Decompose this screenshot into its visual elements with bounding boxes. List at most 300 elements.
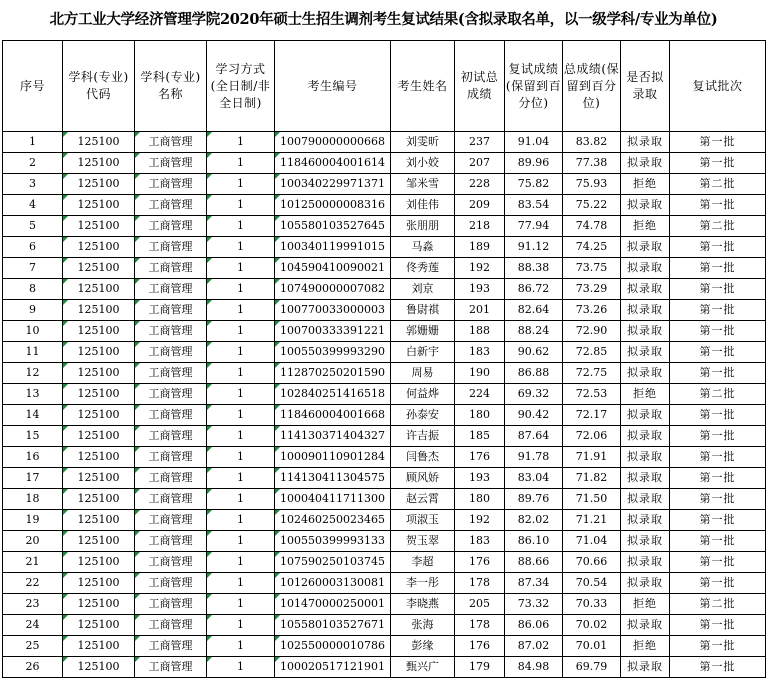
batch-cell: 第一批 — [670, 153, 766, 174]
total-score-cell: 73.29 — [563, 279, 621, 300]
batch-cell: 第一批 — [670, 468, 766, 489]
candidate-name-cell: 彭缘 — [391, 636, 455, 657]
study-mode-cell: 1 — [207, 258, 275, 279]
batch-cell: 第二批 — [670, 216, 766, 237]
total-score-cell: 70.33 — [563, 594, 621, 615]
initial-score-cell: 192 — [455, 258, 505, 279]
table-row — [3, 594, 766, 615]
candidate-name-cell: 李晓燕 — [391, 594, 455, 615]
admission-status-cell: 拟录取 — [621, 447, 670, 468]
candidate-name-cell: 闫鲁杰 — [391, 447, 455, 468]
initial-score-cell: 176 — [455, 552, 505, 573]
retest-score-cell: 75.82 — [505, 174, 563, 195]
total-score-cell: 71.50 — [563, 489, 621, 510]
retest-score-cell: 91.12 — [505, 237, 563, 258]
index-cell: 10 — [3, 321, 63, 342]
batch-cell: 第一批 — [670, 237, 766, 258]
study-mode-cell: 1 — [207, 237, 275, 258]
batch-cell: 第一批 — [670, 489, 766, 510]
initial-score-cell: 209 — [455, 195, 505, 216]
candidate-id-cell: 118460004001668 — [275, 405, 391, 426]
admission-status-cell: 拟录取 — [621, 342, 670, 363]
admission-status-cell: 拟录取 — [621, 300, 670, 321]
candidate-name-cell: 刘小姣 — [391, 153, 455, 174]
candidate-name-cell: 贺玉翠 — [391, 531, 455, 552]
subject-code-cell: 125100 — [63, 552, 135, 573]
index-cell: 16 — [3, 447, 63, 468]
admission-status-cell: 拒绝 — [621, 216, 670, 237]
candidate-name-cell: 许吉振 — [391, 426, 455, 447]
study-mode-cell: 1 — [207, 216, 275, 237]
retest-score-cell: 73.32 — [505, 594, 563, 615]
table-row — [3, 216, 766, 237]
initial-score-cell: 218 — [455, 216, 505, 237]
batch-cell: 第一批 — [670, 657, 766, 678]
candidate-id-cell: 100040411711300 — [275, 489, 391, 510]
initial-score-cell: 205 — [455, 594, 505, 615]
index-cell: 26 — [3, 657, 63, 678]
header-candidate-id: 考生编号 — [275, 41, 391, 132]
header-row — [3, 41, 766, 132]
initial-score-cell: 201 — [455, 300, 505, 321]
subject-code-cell: 125100 — [63, 237, 135, 258]
header-batch: 复试批次 — [670, 41, 766, 132]
total-score-cell: 73.75 — [563, 258, 621, 279]
subject-name-cell: 工商管理 — [135, 531, 207, 552]
total-score-cell: 77.38 — [563, 153, 621, 174]
admission-status-cell: 拟录取 — [621, 153, 670, 174]
subject-code-cell: 125100 — [63, 405, 135, 426]
initial-score-cell: 189 — [455, 237, 505, 258]
initial-score-cell: 192 — [455, 510, 505, 531]
retest-score-cell: 88.66 — [505, 552, 563, 573]
initial-score-cell: 228 — [455, 174, 505, 195]
subject-code-cell: 125100 — [63, 363, 135, 384]
candidate-name-cell: 李一彤 — [391, 573, 455, 594]
table-row — [3, 363, 766, 384]
subject-name-cell: 工商管理 — [135, 363, 207, 384]
total-score-cell: 71.91 — [563, 447, 621, 468]
retest-score-cell: 83.04 — [505, 468, 563, 489]
subject-code-cell: 125100 — [63, 447, 135, 468]
initial-score-cell: 188 — [455, 321, 505, 342]
table-row — [3, 510, 766, 531]
retest-score-cell: 86.72 — [505, 279, 563, 300]
candidate-id-cell: 100340229971371 — [275, 174, 391, 195]
table-row — [3, 321, 766, 342]
header-admission: 是否拟录取 — [621, 41, 670, 132]
total-score-cell: 72.06 — [563, 426, 621, 447]
study-mode-cell: 1 — [207, 300, 275, 321]
table-row — [3, 195, 766, 216]
subject-code-cell: 125100 — [63, 615, 135, 636]
retest-score-cell: 90.42 — [505, 405, 563, 426]
study-mode-cell: 1 — [207, 405, 275, 426]
candidate-id-cell: 114130371404327 — [275, 426, 391, 447]
study-mode-cell: 1 — [207, 615, 275, 636]
table-row — [3, 153, 766, 174]
admission-status-cell: 拟录取 — [621, 552, 670, 573]
admission-status-cell: 拟录取 — [621, 132, 670, 153]
index-cell: 1 — [3, 132, 63, 153]
initial-score-cell: 224 — [455, 384, 505, 405]
index-cell: 19 — [3, 510, 63, 531]
batch-cell: 第一批 — [670, 426, 766, 447]
table-row — [3, 426, 766, 447]
index-cell: 12 — [3, 363, 63, 384]
batch-cell: 第一批 — [670, 363, 766, 384]
total-score-cell: 75.22 — [563, 195, 621, 216]
batch-cell: 第一批 — [670, 615, 766, 636]
admission-status-cell: 拟录取 — [621, 405, 670, 426]
admission-status-cell: 拟录取 — [621, 468, 670, 489]
candidate-id-cell: 105580103527671 — [275, 615, 391, 636]
candidate-id-cell: 101470000250001 — [275, 594, 391, 615]
table-row — [3, 405, 766, 426]
total-score-cell: 69.79 — [563, 657, 621, 678]
candidate-name-cell: 张海 — [391, 615, 455, 636]
admission-status-cell: 拒绝 — [621, 636, 670, 657]
retest-score-cell: 87.34 — [505, 573, 563, 594]
batch-cell: 第一批 — [670, 531, 766, 552]
admission-status-cell: 拟录取 — [621, 258, 670, 279]
candidate-id-cell: 112870250201590 — [275, 363, 391, 384]
candidate-id-cell: 100090110901284 — [275, 447, 391, 468]
index-cell: 15 — [3, 426, 63, 447]
admission-status-cell: 拟录取 — [621, 573, 670, 594]
subject-code-cell: 125100 — [63, 594, 135, 615]
study-mode-cell: 1 — [207, 657, 275, 678]
header-candidate-name: 考生姓名 — [391, 41, 455, 132]
retest-score-cell: 77.94 — [505, 216, 563, 237]
subject-name-cell: 工商管理 — [135, 321, 207, 342]
subject-name-cell: 工商管理 — [135, 594, 207, 615]
admission-status-cell: 拟录取 — [621, 321, 670, 342]
candidate-name-cell: 马淼 — [391, 237, 455, 258]
header-index: 序号 — [3, 41, 63, 132]
subject-name-cell: 工商管理 — [135, 216, 207, 237]
subject-code-cell: 125100 — [63, 342, 135, 363]
table-row — [3, 258, 766, 279]
initial-score-cell: 176 — [455, 447, 505, 468]
header-initial-score: 初试总成绩 — [455, 41, 505, 132]
initial-score-cell: 179 — [455, 657, 505, 678]
subject-code-cell: 125100 — [63, 426, 135, 447]
header-subject-code: 学科(专业)代码 — [63, 41, 135, 132]
index-cell: 5 — [3, 216, 63, 237]
table-row — [3, 174, 766, 195]
retest-score-cell: 83.54 — [505, 195, 563, 216]
initial-score-cell: 176 — [455, 636, 505, 657]
initial-score-cell: 183 — [455, 531, 505, 552]
candidate-name-cell: 鲁尉祺 — [391, 300, 455, 321]
batch-cell: 第一批 — [670, 510, 766, 531]
index-cell: 8 — [3, 279, 63, 300]
retest-score-cell: 84.98 — [505, 657, 563, 678]
batch-cell: 第一批 — [670, 300, 766, 321]
candidate-name-cell: 张朋朋 — [391, 216, 455, 237]
total-score-cell: 73.26 — [563, 300, 621, 321]
admission-status-cell: 拒绝 — [621, 594, 670, 615]
table-row — [3, 552, 766, 573]
table-row — [3, 657, 766, 678]
initial-score-cell: 193 — [455, 279, 505, 300]
candidate-id-cell: 100550399993290 — [275, 342, 391, 363]
subject-code-cell: 125100 — [63, 300, 135, 321]
table-row — [3, 279, 766, 300]
study-mode-cell: 1 — [207, 132, 275, 153]
initial-score-cell: 178 — [455, 573, 505, 594]
subject-code-cell: 125100 — [63, 636, 135, 657]
total-score-cell: 74.25 — [563, 237, 621, 258]
subject-name-cell: 工商管理 — [135, 342, 207, 363]
header-study-mode: 学习方式(全日制/非全日制) — [207, 41, 275, 132]
study-mode-cell: 1 — [207, 636, 275, 657]
total-score-cell: 74.78 — [563, 216, 621, 237]
study-mode-cell: 1 — [207, 153, 275, 174]
subject-name-cell: 工商管理 — [135, 153, 207, 174]
retest-score-cell: 69.32 — [505, 384, 563, 405]
candidate-name-cell: 刘佳伟 — [391, 195, 455, 216]
batch-cell: 第一批 — [670, 573, 766, 594]
subject-name-cell: 工商管理 — [135, 552, 207, 573]
candidate-id-cell: 100550399993133 — [275, 531, 391, 552]
total-score-cell: 70.54 — [563, 573, 621, 594]
retest-score-cell: 82.64 — [505, 300, 563, 321]
retest-score-cell: 89.96 — [505, 153, 563, 174]
index-cell: 25 — [3, 636, 63, 657]
study-mode-cell: 1 — [207, 321, 275, 342]
retest-score-cell: 88.38 — [505, 258, 563, 279]
subject-code-cell: 125100 — [63, 468, 135, 489]
batch-cell: 第一批 — [670, 195, 766, 216]
candidate-id-cell: 100020517121901 — [275, 657, 391, 678]
candidate-name-cell: 甄兴广 — [391, 657, 455, 678]
index-cell: 2 — [3, 153, 63, 174]
header-subject-name: 学科(专业)名称 — [135, 41, 207, 132]
retest-score-cell: 86.88 — [505, 363, 563, 384]
results-table — [2, 40, 766, 678]
subject-name-cell: 工商管理 — [135, 195, 207, 216]
subject-name-cell: 工商管理 — [135, 279, 207, 300]
candidate-id-cell: 100340119991015 — [275, 237, 391, 258]
admission-status-cell: 拟录取 — [621, 363, 670, 384]
admission-status-cell: 拟录取 — [621, 279, 670, 300]
candidate-id-cell: 107490000007082 — [275, 279, 391, 300]
index-cell: 24 — [3, 615, 63, 636]
index-cell: 13 — [3, 384, 63, 405]
index-cell: 9 — [3, 300, 63, 321]
batch-cell: 第一批 — [670, 279, 766, 300]
subject-code-cell: 125100 — [63, 195, 135, 216]
study-mode-cell: 1 — [207, 594, 275, 615]
index-cell: 3 — [3, 174, 63, 195]
candidate-name-cell: 项淑玉 — [391, 510, 455, 531]
candidate-id-cell: 102840251416518 — [275, 384, 391, 405]
admission-status-cell: 拟录取 — [621, 615, 670, 636]
total-score-cell: 70.66 — [563, 552, 621, 573]
table-row — [3, 489, 766, 510]
table-row — [3, 300, 766, 321]
total-score-cell: 72.17 — [563, 405, 621, 426]
index-cell: 7 — [3, 258, 63, 279]
admission-status-cell: 拒绝 — [621, 174, 670, 195]
batch-cell: 第一批 — [670, 258, 766, 279]
retest-score-cell: 86.06 — [505, 615, 563, 636]
batch-cell: 第二批 — [670, 594, 766, 615]
study-mode-cell: 1 — [207, 468, 275, 489]
initial-score-cell: 190 — [455, 363, 505, 384]
batch-cell: 第一批 — [670, 342, 766, 363]
index-cell: 6 — [3, 237, 63, 258]
table-row — [3, 237, 766, 258]
total-score-cell: 72.75 — [563, 363, 621, 384]
index-cell: 14 — [3, 405, 63, 426]
total-score-cell: 72.90 — [563, 321, 621, 342]
retest-score-cell: 90.62 — [505, 342, 563, 363]
subject-name-cell: 工商管理 — [135, 468, 207, 489]
admission-status-cell: 拟录取 — [621, 426, 670, 447]
subject-code-cell: 125100 — [63, 384, 135, 405]
subject-name-cell: 工商管理 — [135, 573, 207, 594]
candidate-name-cell: 刘京 — [391, 279, 455, 300]
batch-cell: 第一批 — [670, 552, 766, 573]
study-mode-cell: 1 — [207, 279, 275, 300]
table-row — [3, 132, 766, 153]
subject-name-cell: 工商管理 — [135, 615, 207, 636]
retest-score-cell: 91.04 — [505, 132, 563, 153]
subject-name-cell: 工商管理 — [135, 489, 207, 510]
total-score-cell: 70.01 — [563, 636, 621, 657]
study-mode-cell: 1 — [207, 174, 275, 195]
index-cell: 17 — [3, 468, 63, 489]
subject-name-cell: 工商管理 — [135, 300, 207, 321]
retest-score-cell: 89.76 — [505, 489, 563, 510]
candidate-id-cell: 102550000010786 — [275, 636, 391, 657]
retest-score-cell: 87.64 — [505, 426, 563, 447]
index-cell: 18 — [3, 489, 63, 510]
total-score-cell: 72.53 — [563, 384, 621, 405]
study-mode-cell: 1 — [207, 342, 275, 363]
index-cell: 23 — [3, 594, 63, 615]
initial-score-cell: 207 — [455, 153, 505, 174]
subject-code-cell: 125100 — [63, 489, 135, 510]
subject-code-cell: 125100 — [63, 132, 135, 153]
subject-name-cell: 工商管理 — [135, 636, 207, 657]
study-mode-cell: 1 — [207, 195, 275, 216]
candidate-name-cell: 邹米雪 — [391, 174, 455, 195]
subject-code-cell: 125100 — [63, 258, 135, 279]
batch-cell: 第一批 — [670, 132, 766, 153]
subject-code-cell: 125100 — [63, 510, 135, 531]
table-row — [3, 468, 766, 489]
table-row — [3, 615, 766, 636]
subject-name-cell: 工商管理 — [135, 258, 207, 279]
table-row — [3, 636, 766, 657]
index-cell: 21 — [3, 552, 63, 573]
candidate-id-cell: 100790000000668 — [275, 132, 391, 153]
initial-score-cell: 180 — [455, 489, 505, 510]
subject-name-cell: 工商管理 — [135, 447, 207, 468]
subject-code-cell: 125100 — [63, 657, 135, 678]
initial-score-cell: 180 — [455, 405, 505, 426]
initial-score-cell: 183 — [455, 342, 505, 363]
retest-score-cell: 82.02 — [505, 510, 563, 531]
subject-code-cell: 125100 — [63, 174, 135, 195]
initial-score-cell: 185 — [455, 426, 505, 447]
subject-name-cell: 工商管理 — [135, 237, 207, 258]
retest-score-cell: 91.78 — [505, 447, 563, 468]
admission-status-cell: 拟录取 — [621, 237, 670, 258]
subject-code-cell: 125100 — [63, 321, 135, 342]
retest-score-cell: 88.24 — [505, 321, 563, 342]
total-score-cell: 75.93 — [563, 174, 621, 195]
total-score-cell: 71.82 — [563, 468, 621, 489]
study-mode-cell: 1 — [207, 531, 275, 552]
batch-cell: 第一批 — [670, 405, 766, 426]
candidate-name-cell: 赵云霄 — [391, 489, 455, 510]
subject-name-cell: 工商管理 — [135, 405, 207, 426]
batch-cell: 第一批 — [670, 447, 766, 468]
candidate-id-cell: 102460250023465 — [275, 510, 391, 531]
index-cell: 20 — [3, 531, 63, 552]
candidate-id-cell: 101250000008316 — [275, 195, 391, 216]
candidate-id-cell: 107590250103745 — [275, 552, 391, 573]
subject-code-cell: 125100 — [63, 216, 135, 237]
study-mode-cell: 1 — [207, 510, 275, 531]
admission-status-cell: 拟录取 — [621, 489, 670, 510]
candidate-name-cell: 周易 — [391, 363, 455, 384]
table-row — [3, 573, 766, 594]
header-total-score: 总成绩(保留到百分位) — [563, 41, 621, 132]
document-title: 北方工业大学经济管理学院2020年硕士生招生调剂考生复试结果(含拟录取名单，以一级学科/专业为单位) — [49, 11, 718, 28]
study-mode-cell: 1 — [207, 447, 275, 468]
retest-score-cell: 86.10 — [505, 531, 563, 552]
candidate-name-cell: 何益烨 — [391, 384, 455, 405]
candidate-id-cell: 100770033000003 — [275, 300, 391, 321]
subject-code-cell: 125100 — [63, 279, 135, 300]
retest-score-cell: 87.02 — [505, 636, 563, 657]
subject-name-cell: 工商管理 — [135, 174, 207, 195]
initial-score-cell: 237 — [455, 132, 505, 153]
total-score-cell: 71.21 — [563, 510, 621, 531]
study-mode-cell: 1 — [207, 552, 275, 573]
batch-cell: 第二批 — [670, 384, 766, 405]
subject-name-cell: 工商管理 — [135, 426, 207, 447]
subject-code-cell: 125100 — [63, 153, 135, 174]
index-cell: 4 — [3, 195, 63, 216]
total-score-cell: 71.04 — [563, 531, 621, 552]
candidate-name-cell: 孙泰安 — [391, 405, 455, 426]
batch-cell: 第二批 — [670, 174, 766, 195]
batch-cell: 第一批 — [670, 636, 766, 657]
study-mode-cell: 1 — [207, 363, 275, 384]
admission-status-cell: 拟录取 — [621, 510, 670, 531]
table-row — [3, 384, 766, 405]
candidate-id-cell: 114130411304575 — [275, 468, 391, 489]
candidate-id-cell: 100700333391221 — [275, 321, 391, 342]
candidate-id-cell: 104590410090021 — [275, 258, 391, 279]
header-retest-score: 复试成绩(保留到百分位) — [505, 41, 563, 132]
initial-score-cell: 178 — [455, 615, 505, 636]
admission-status-cell: 拟录取 — [621, 531, 670, 552]
subject-name-cell: 工商管理 — [135, 132, 207, 153]
study-mode-cell: 1 — [207, 573, 275, 594]
initial-score-cell: 193 — [455, 468, 505, 489]
study-mode-cell: 1 — [207, 489, 275, 510]
total-score-cell: 70.02 — [563, 615, 621, 636]
candidate-name-cell: 顾风娇 — [391, 468, 455, 489]
